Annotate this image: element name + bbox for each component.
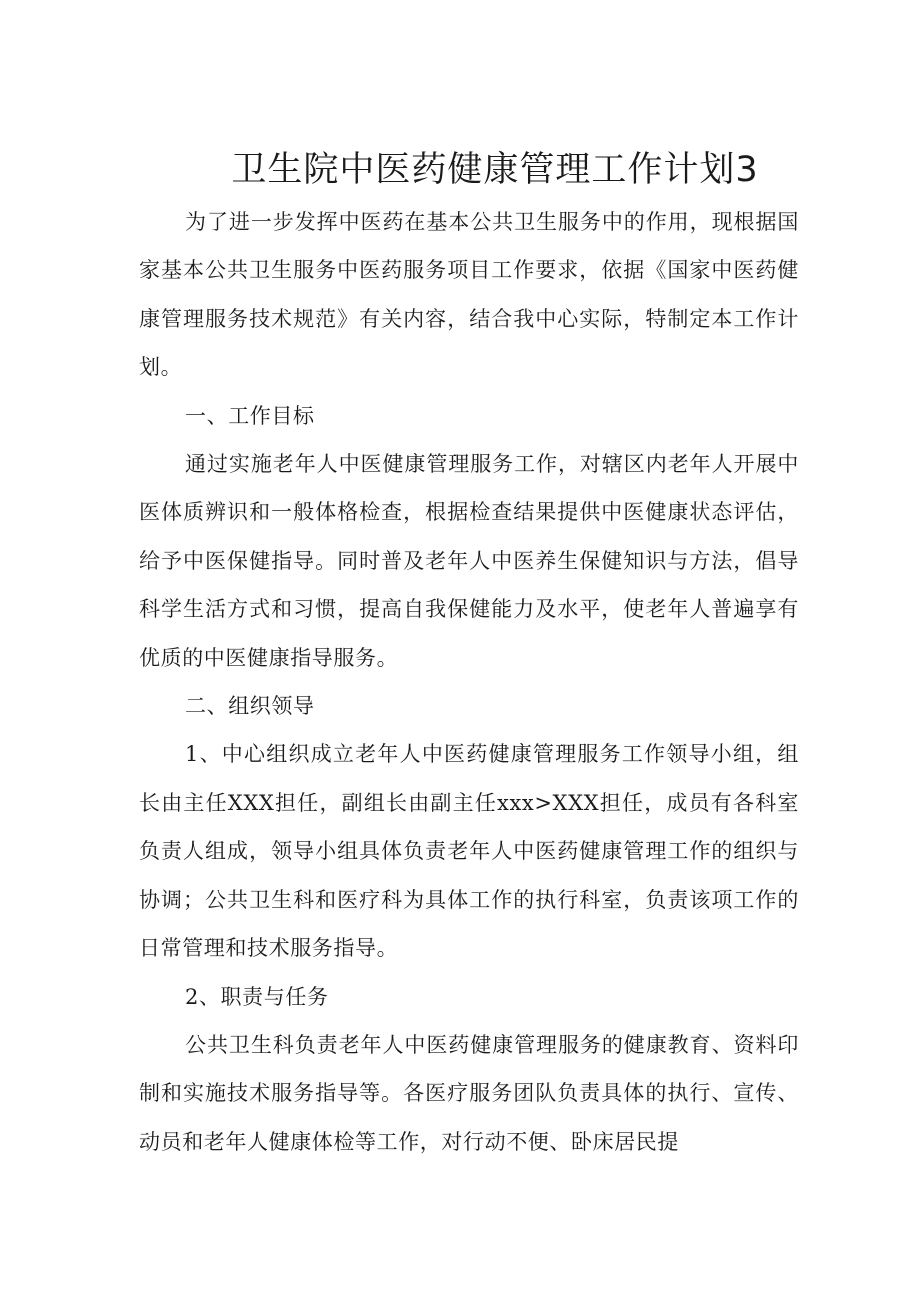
- document-body: [139, 198, 799, 1166]
- document-title: 卫生院中医药健康管理工作计划3: [231, 150, 759, 190]
- goals-paragraph: 通过实施老年人中医健康管理服务工作，对辖区内老年人开展中医体质辨识和一般体格检查，根据检查结果提供中医健康状态评估，给予中医保健指导。同时普及老年人中医养生保健知识与方法，倡导科学生活方式和习惯，提高自我保健能力及水平，使老年人普遍享有优质的中医健康指导服务。: [139, 452, 799, 670]
- duties-paragraph: 公共卫生科负责老年人中医药健康管理服务的健康教育、资料印制和实施技术服务指导等。各医疗服务团队负责具体的执行、宣传、动员和老年人健康体检等工作，对行动不便、卧床居民提: [139, 1032, 799, 1154]
- section-heading-organization: 二、组织领导: [185, 694, 315, 719]
- subsection-heading-duties: 2、职责与任务: [185, 984, 329, 1009]
- section-heading-goals: 一、工作目标: [185, 403, 315, 428]
- organization-paragraph: 1、中心组织成立老年人中医药健康管理服务工作领导小组，组长由主任XXX担任，副组长由副主任xxx>XXX担任，成员有各科室负责人组成，领导小组具体负责老年人中医药健康管理工作的组织与协调；公共卫生科和医疗科为具体工作的执行科室，负责该项工作的日常管理和技术服务指导。: [139, 742, 799, 961]
- intro-paragraph: 为了进一步发挥中医药在基本公共卫生服务中的作用，现根据国家基本公共卫生服务中医药服务项目工作要求，依据《国家中医药健康管理服务技术规范》有关内容，结合我中心实际，特制定本工作计划。: [139, 210, 799, 380]
